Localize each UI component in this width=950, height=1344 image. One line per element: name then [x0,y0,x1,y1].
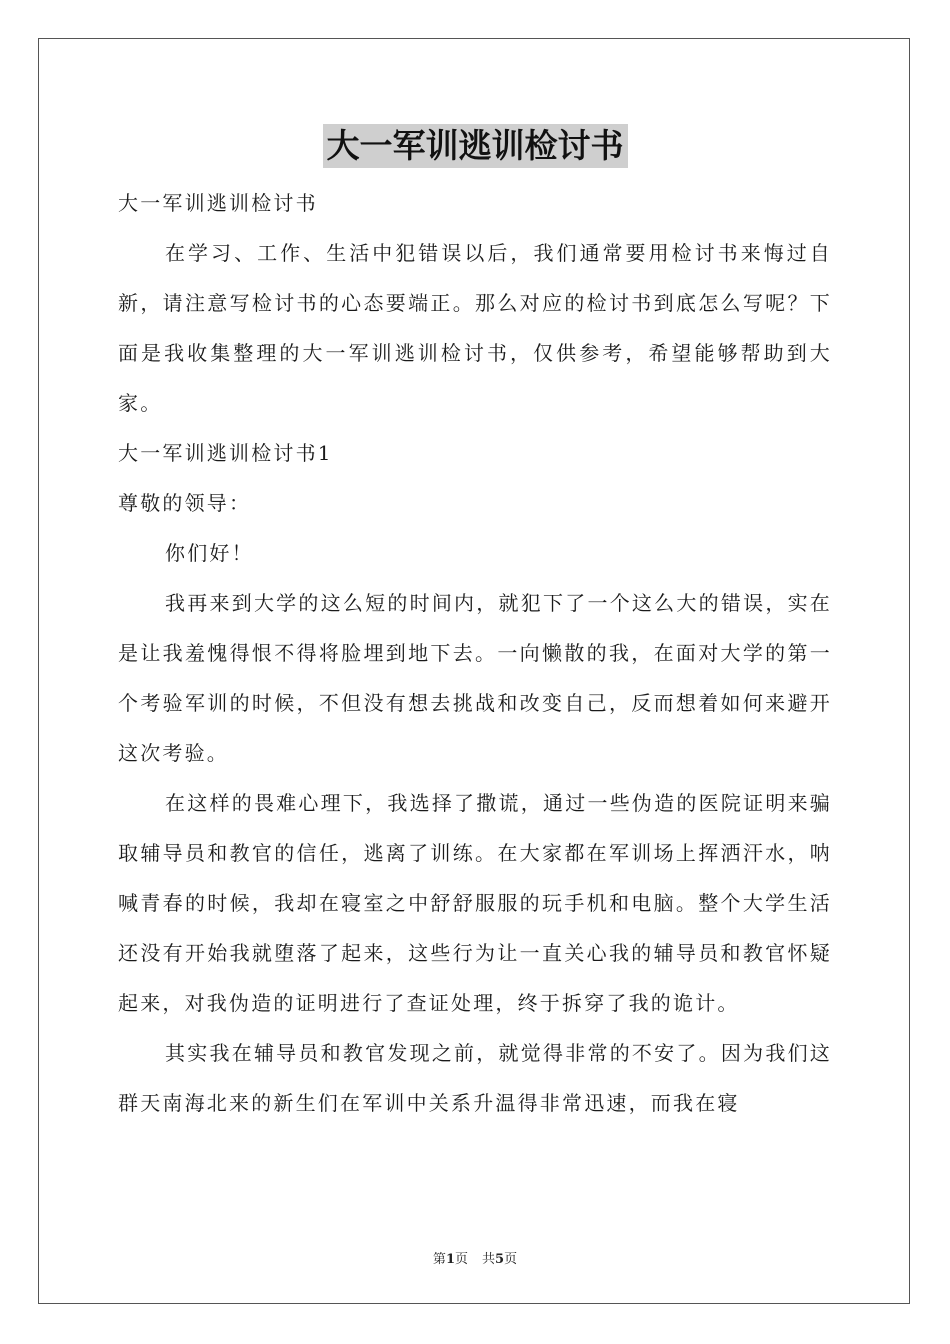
body-paragraph: 我再来到大学的这么短的时间内，就犯下了一个这么大的错误，实在是让我羞愧得恨不得将脸埋到地下去。一向懒散的我，在面对大学的第一个考验军训的时候，不但没有想去挑战和改变自己，反而想着如何来避开这次考验。 [118,591,832,765]
document-title [0,124,950,168]
salutation: 尊敬的领导： [118,491,252,515]
total-pages: 5 [495,1252,505,1267]
page-footer [0,1248,950,1267]
subtitle-paragraph: 大一军训逃训检讨书 [118,191,318,215]
section-heading: 大一军训逃训检讨书1 [118,441,333,465]
total-suffix: 页 [504,1252,518,1267]
document-title-text: 大一军训逃训检讨书 [323,124,628,168]
page-number: 1 [445,1252,455,1267]
total-prefix: 共 [482,1252,496,1267]
page-prefix: 第 [432,1252,446,1267]
body-paragraph: 其实我在辅导员和教官发现之前，就觉得非常的不安了。因为我们这群天南海北来的新生们在军训中关系升温得非常迅速，而我在寝 [118,1041,832,1115]
document-body [118,178,832,1128]
page-suffix: 页 [454,1252,468,1267]
body-paragraph: 在这样的畏难心理下，我选择了撒谎，通过一些伪造的医院证明来骗取辅导员和教官的信任，逃离了训练。在大家都在军训场上挥洒汗水，呐喊青春的时候，我却在寝室之中舒舒服服的玩手机和电脑。整个大学生活还没有开始我就堕落了起来，这些行为让一直关心我的辅导员和教官怀疑起来，对我伪造的证明进行了查证处理，终于拆穿了我的诡计。 [118,791,832,1015]
intro-paragraph: 在学习、工作、生活中犯错误以后，我们通常要用检讨书来悔过自新，请注意写检讨书的心态要端正。那么对应的检讨书到底怎么写呢？下面是我收集整理的大一军训逃训检讨书，仅供参考，希望能够帮助到大家。 [118,241,832,415]
greeting: 你们好！ [165,541,254,565]
